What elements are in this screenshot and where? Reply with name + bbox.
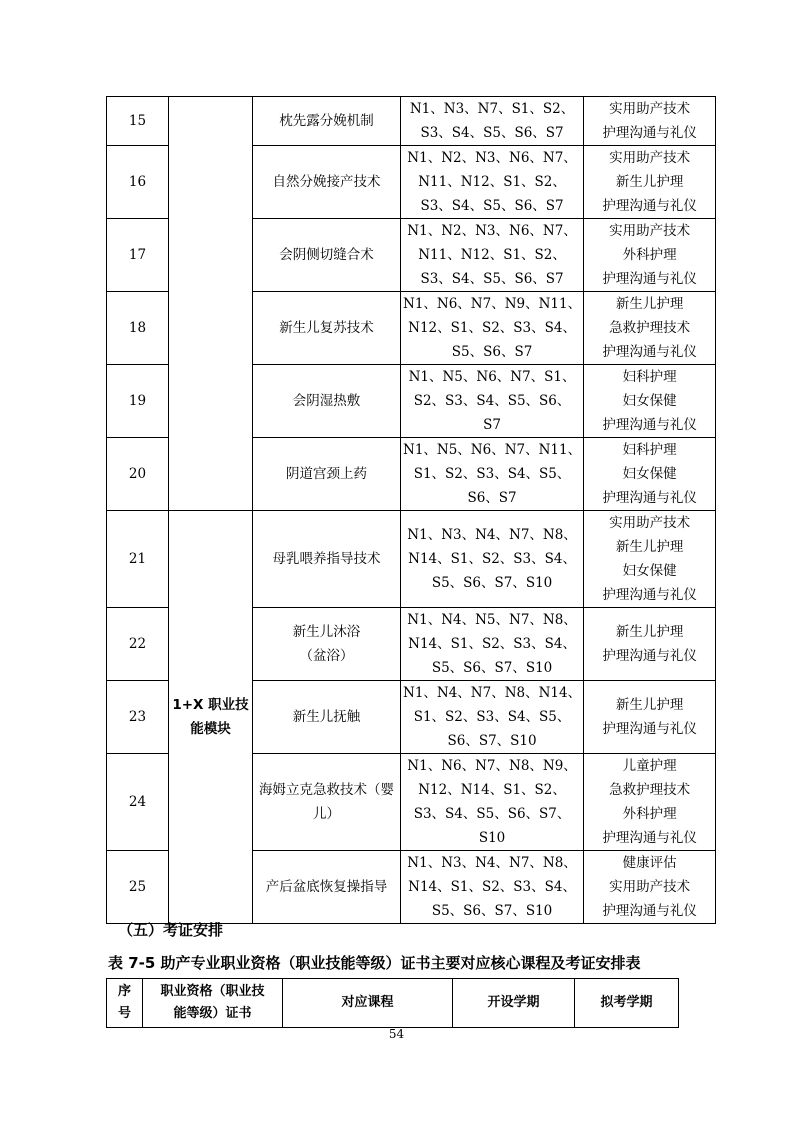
module-cell: [169, 511, 253, 924]
cell-line: N14、S1、S2、S3、S4、: [408, 879, 576, 895]
skill-item: [253, 851, 401, 924]
related-courses: [584, 608, 716, 681]
cell-line: S5、S6、S7: [451, 344, 533, 360]
module-cell-empty: [169, 97, 253, 511]
cell-line: 会阴侧切缝合术: [279, 247, 374, 263]
related-courses: [584, 146, 716, 219]
cell-line: 护理沟通与礼仪: [602, 721, 697, 737]
cell-line: 实用助产技术: [609, 515, 691, 531]
row-number: 17: [107, 219, 169, 292]
cell-line: 儿童护理: [622, 758, 677, 774]
row-number: 25: [107, 851, 169, 924]
cell-line: N1、N2、N3、N6、N7、: [407, 223, 577, 239]
header-exam: 拟考学期: [575, 979, 679, 1028]
skills-table: [106, 96, 716, 924]
related-courses: [584, 219, 716, 292]
related-courses: [584, 851, 716, 924]
ability-codes: [401, 608, 584, 681]
cell-line: 护理沟通与礼仪: [602, 903, 697, 919]
cell-line: N1、N6、N7、N8、N9、: [407, 758, 577, 774]
cell-line: 新生儿沐浴: [292, 624, 361, 640]
cell-line: 阴道宫颈上药: [286, 466, 367, 482]
row-number: 23: [107, 681, 169, 754]
related-courses: [584, 365, 716, 438]
cell-line: 新生儿复苏技术: [279, 320, 374, 336]
cell-line: 枕先露分娩机制: [279, 113, 374, 129]
cell-line: 外科护理: [622, 247, 677, 263]
ability-codes: [401, 851, 584, 924]
cell-line: 实用助产技术: [609, 223, 691, 239]
cell-line: 新生儿护理: [615, 174, 684, 190]
certificate-table-header: [106, 978, 679, 1028]
cell-line: N1、N2、N3、N6、N7、: [407, 150, 577, 166]
cell-line: 实用助产技术: [609, 101, 691, 117]
cell-line: 海姆立克急救技术（婴: [259, 782, 394, 798]
skill-item: [253, 608, 401, 681]
cell-line: 妇女保健: [622, 466, 677, 482]
cell-line: N1、N5、N6、N7、S1、: [408, 369, 576, 385]
row-number: 16: [107, 146, 169, 219]
row-number: 20: [107, 438, 169, 511]
related-courses: [584, 681, 716, 754]
row-number: 18: [107, 292, 169, 365]
cell-line: 护理沟通与礼仪: [602, 490, 697, 506]
cell-line: 护理沟通与礼仪: [602, 271, 697, 287]
cell-line: N1、N3、N4、N7、N8、: [407, 527, 577, 543]
skill-item: [253, 292, 401, 365]
cell-line: N1、N3、N4、N7、N8、: [407, 855, 577, 871]
related-courses: [584, 511, 716, 608]
cell-line: S3、S4、S5、S6、S7: [420, 125, 564, 141]
cell-line: S10: [478, 830, 506, 846]
cell-line: 新生儿护理: [615, 539, 684, 555]
header-no: 序 号: [107, 979, 143, 1028]
row-number: 21: [107, 511, 169, 608]
skill-item: [253, 219, 401, 292]
cell-line: N1、N4、N7、N8、N14、: [403, 685, 582, 701]
ability-codes: [401, 292, 584, 365]
ability-codes: [401, 219, 584, 292]
section-title: （五）考证安排: [118, 921, 224, 939]
cell-line: 1+X 职业技: [172, 697, 249, 713]
cell-line: 能模块: [190, 721, 231, 737]
cell-line: 自然分娩接产技术: [272, 174, 381, 190]
ability-codes: [401, 511, 584, 608]
cell-line: S6、S7: [467, 490, 517, 506]
header-course: 对应课程: [283, 979, 453, 1028]
cell-line: N1、N6、N7、N9、N11、: [403, 296, 582, 312]
cell-line: 妇科护理: [622, 369, 677, 385]
cell-line: N1、N4、N5、N7、N8、: [407, 612, 577, 628]
cell-line: 实用助产技术: [609, 879, 691, 895]
cell-line: 急救护理技术: [609, 320, 691, 336]
cell-line: 外科护理: [622, 806, 677, 822]
related-courses: [584, 97, 716, 146]
header-certificate: 职业资格（职业技 能等级）证书: [143, 979, 283, 1028]
table-title: 表 7-5 助产专业职业资格（职业技能等级）证书主要对应核心课程及考证安排表: [108, 954, 641, 972]
page-number: 54: [388, 1027, 405, 1041]
cell-line: 护理沟通与礼仪: [602, 125, 697, 141]
cell-line: S3、S4、S5、S6、S7: [420, 271, 564, 287]
cell-line: 护理沟通与礼仪: [602, 344, 697, 360]
cell-line: N14、S1、S2、S3、S4、: [408, 636, 576, 652]
skill-item: [253, 146, 401, 219]
cell-line: 护理沟通与礼仪: [602, 417, 697, 433]
cell-line: N11、N12、S1、S2、: [418, 174, 566, 190]
cell-line: N12、N14、S1、S2、: [418, 782, 566, 798]
cell-line: 新生儿抚触: [292, 709, 361, 725]
cell-line: N12、S1、S2、S3、S4、: [408, 320, 576, 336]
row-number: 24: [107, 754, 169, 851]
cell-line: 儿）: [313, 806, 340, 822]
related-courses: [584, 292, 716, 365]
cell-line: 实用助产技术: [609, 150, 691, 166]
cell-line: 妇女保健: [622, 563, 677, 579]
cell-line: 新生儿护理: [615, 697, 684, 713]
cell-line: N1、N3、N7、S1、S2、: [409, 101, 575, 117]
skill-item: [253, 681, 401, 754]
cell-line: 新生儿护理: [615, 296, 684, 312]
cell-line: 母乳喂养指导技术: [272, 551, 381, 567]
cell-line: 护理沟通与礼仪: [602, 830, 697, 846]
cell-line: 护理沟通与礼仪: [602, 648, 697, 664]
cell-line: 新生儿护理: [615, 624, 684, 640]
ability-codes: [401, 681, 584, 754]
cell-line: 妇科护理: [622, 442, 677, 458]
cell-line: 健康评估: [622, 855, 677, 871]
header-semester: 开设学期: [453, 979, 575, 1028]
cell-line: N11、N12、S1、S2、: [418, 247, 566, 263]
cell-line: S3、S4、S5、S6、S7: [420, 198, 564, 214]
ability-codes: [401, 365, 584, 438]
related-courses: [584, 438, 716, 511]
cell-line: S1、S2、S3、S4、S5、: [413, 709, 571, 725]
skill-item: [253, 511, 401, 608]
cell-line: S5、S6、S7、S10: [431, 660, 553, 676]
cell-line: S6、S7、S10: [447, 733, 537, 749]
ability-codes: [401, 438, 584, 511]
skill-item: [253, 438, 401, 511]
cell-line: S7: [483, 417, 501, 433]
related-courses: [584, 754, 716, 851]
cell-line: （盆浴）: [299, 648, 354, 664]
row-number: 15: [107, 97, 169, 146]
ability-codes: [401, 754, 584, 851]
cell-line: S1、S2、S3、S4、S5、: [413, 466, 571, 482]
row-number: 19: [107, 365, 169, 438]
cell-line: 会阴湿热敷: [292, 393, 361, 409]
cell-line: 产后盆底恢复操指导: [265, 879, 388, 895]
ability-codes: [401, 146, 584, 219]
cell-line: S2、S3、S4、S5、S6、: [413, 393, 571, 409]
cell-line: N14、S1、S2、S3、S4、: [408, 551, 576, 567]
cell-line: N1、N5、N6、N7、N11、: [403, 442, 582, 458]
skill-item: [253, 754, 401, 851]
cell-line: 护理沟通与礼仪: [602, 198, 697, 214]
row-number: 22: [107, 608, 169, 681]
table-row: [107, 511, 716, 608]
skill-item: [253, 365, 401, 438]
cell-line: S5、S6、S7、S10: [431, 903, 553, 919]
skill-item: [253, 97, 401, 146]
cell-line: 护理沟通与礼仪: [602, 587, 697, 603]
ability-codes: [401, 97, 584, 146]
cell-line: S3、S4、S5、S6、S7、: [413, 806, 571, 822]
table-row: [107, 97, 716, 146]
cell-line: 妇女保健: [622, 393, 677, 409]
cell-line: 急救护理技术: [609, 782, 691, 798]
cell-line: S5、S6、S7、S10: [431, 575, 553, 591]
